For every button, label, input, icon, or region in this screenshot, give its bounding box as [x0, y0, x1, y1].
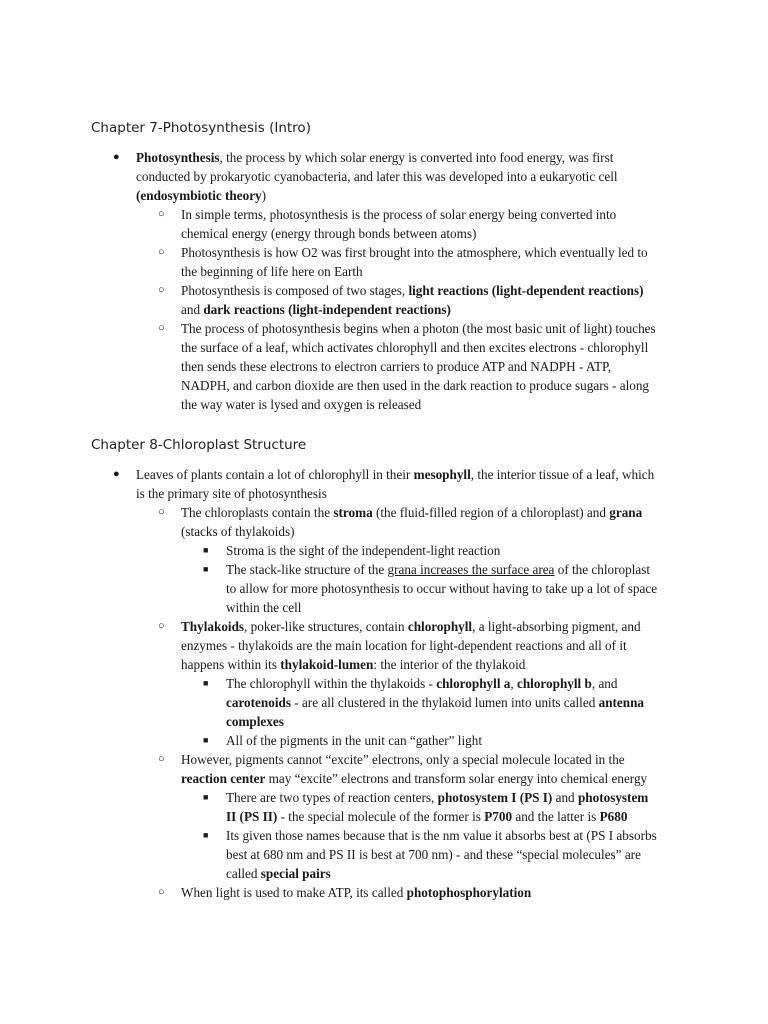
list-item-line	[181, 357, 611, 376]
list-item-line	[226, 674, 617, 693]
list-item-line	[226, 693, 644, 712]
hollow-circle-bullet-icon: ○	[158, 620, 165, 632]
list-item-line	[226, 579, 657, 598]
bold-term: chlorophyll a	[436, 676, 511, 691]
text-run: - are all clustered in the thylakoid lumen into units called	[290, 695, 599, 710]
text-run: Stroma is the sight of the independent-light reaction	[226, 543, 501, 558]
bold-term: Photosynthesis	[136, 150, 220, 165]
list-item-line	[226, 788, 648, 807]
hollow-circle-bullet-icon: ○	[158, 753, 165, 765]
text-run: the beginning of life here on Earth	[181, 264, 363, 279]
bold-term: grana	[609, 505, 643, 520]
list-item-line	[226, 826, 657, 845]
bold-term: II (PS II)	[226, 809, 278, 824]
text-run: , poker-like structures, contain	[244, 619, 408, 634]
text-run: The stack-like structure of the	[226, 562, 388, 577]
text-run: : the interior of the thylakoid	[373, 657, 526, 672]
bold-term: chlorophyll	[407, 619, 473, 634]
text-run: best at 680 nm and PS II is best at 700 nm) - and these “special molecules” are	[226, 847, 641, 862]
text-run: Its given those names because that is the nm value it absorbs best at (PS I absorbs	[226, 828, 657, 843]
text-run: - the special molecule of the former is	[277, 809, 485, 824]
list-item-line	[136, 148, 613, 167]
list-item-line	[181, 262, 363, 281]
text-run: happens within its	[181, 657, 281, 672]
text-run: and the latter is	[512, 809, 600, 824]
bold-term: Thylakoids	[181, 619, 245, 634]
text-run: called	[226, 866, 261, 881]
list-item-line	[136, 167, 618, 186]
list-item-line	[226, 864, 331, 883]
text-run: conducted by prokaryotic cyanobacteria, and later this was developed into a eukaryotic cell	[136, 169, 618, 184]
section-heading: Chapter 8-Chloroplast Structure	[91, 437, 307, 453]
list-item-line	[226, 845, 641, 864]
bold-term: carotenoids	[226, 695, 291, 710]
list-item-line	[226, 598, 301, 617]
list-item-line	[181, 636, 627, 655]
list-item-line	[226, 731, 482, 750]
hollow-circle-bullet-icon: ○	[158, 322, 165, 334]
bold-term: mesophyll	[413, 467, 471, 482]
text-run: to allow for more photosynthesis to occur without having to take up a lot of space	[226, 581, 658, 596]
text-run: Photosynthesis is composed of two stages,	[181, 283, 409, 298]
bold-term: complexes	[226, 714, 284, 729]
list-item-line	[181, 522, 295, 541]
text-run: and	[181, 302, 204, 317]
text-run: Photosynthesis is how O2 was first brought into the atmosphere, which eventually led to	[181, 245, 648, 260]
list-item-line	[226, 807, 627, 826]
underlined-text: grana increases the surface area	[387, 562, 555, 577]
bold-term: photosystem I (PS I)	[437, 790, 553, 805]
text-run: The chloroplasts contain the	[181, 505, 334, 520]
text-run: , the process by which solar energy is converted into food energy, was first	[219, 150, 614, 165]
text-run: ,	[510, 676, 517, 691]
text-run: and	[552, 790, 578, 805]
text-run: When light is used to make ATP, its called	[181, 885, 407, 900]
list-item-line	[181, 503, 642, 522]
list-item-line	[181, 338, 648, 357]
bold-term: photophosphorylation	[406, 885, 532, 900]
section-heading: Chapter 7-Photosynthesis (Intro)	[91, 120, 311, 136]
text-run: Leaves of plants contain a lot of chlorophyll in their	[136, 467, 414, 482]
text-run: may “excite” electrons and transform solar energy into chemical energy	[265, 771, 648, 786]
filled-square-bullet-icon: ■	[203, 735, 209, 745]
text-run: is the primary site of photosynthesis	[136, 486, 327, 501]
bold-term: antenna	[598, 695, 645, 710]
text-run: In simple terms, photosynthesis is the process of solar energy being converted into	[181, 207, 617, 222]
list-item-line	[136, 484, 327, 503]
filled-square-bullet-icon: ■	[203, 564, 209, 574]
bold-term: (endosymbiotic theory	[136, 188, 262, 203]
text-run: within the cell	[226, 600, 302, 615]
text-run: of the chloroplast	[554, 562, 651, 577]
list-item-line	[181, 617, 641, 636]
text-run: then sends these electrons to electron carriers to produce ATP and NADPH - ATP,	[181, 359, 612, 374]
list-item-line	[226, 541, 500, 560]
hollow-circle-bullet-icon: ○	[158, 246, 165, 258]
text-run: NADPH, and carbon dioxide are then used in the dark reaction to produce sugars - along	[181, 378, 650, 393]
text-run: enzymes - thylakoids are the main location for light-dependent reactions and all of it	[181, 638, 627, 653]
list-item-line	[226, 560, 650, 579]
text-run: There are two types of reaction centers,	[226, 790, 438, 805]
bold-term: chlorophyll b	[516, 676, 592, 691]
text-run: , a light-absorbing pigment, and	[472, 619, 641, 634]
hollow-circle-bullet-icon: ○	[158, 284, 165, 296]
filled-square-bullet-icon: ■	[203, 830, 209, 840]
filled-square-bullet-icon: ■	[203, 678, 209, 688]
list-item-line	[181, 655, 525, 674]
text-run: The process of photosynthesis begins when a photon (the most basic unit of light) touches	[181, 321, 656, 336]
bold-term: P680	[599, 809, 628, 824]
bold-term: thylakoid-lumen	[280, 657, 374, 672]
text-run: )	[261, 188, 267, 203]
text-run: the way water is lysed and oxygen is released	[181, 397, 422, 412]
hollow-circle-bullet-icon: ○	[158, 506, 165, 518]
filled-circle-bullet-icon: ●	[113, 468, 120, 480]
list-item-line	[181, 376, 649, 395]
list-item-line	[181, 883, 531, 902]
list-item-line	[181, 243, 648, 262]
list-item-line	[181, 769, 647, 788]
list-item-line	[226, 712, 284, 731]
list-item-line	[181, 750, 625, 769]
text-run: chemical energy (energy through bonds between atoms)	[181, 226, 477, 241]
bold-term: dark reactions (light-independent reactions)	[203, 302, 451, 317]
text-run: However, pigments cannot “excite” electrons, only a special molecule located in the	[181, 752, 625, 767]
text-run: All of the pigments in the unit can “gather” light	[226, 733, 482, 748]
text-run: (stacks of thylakoids)	[181, 524, 295, 539]
text-run: the surface of a leaf, which activates chlorophyll and then excites electrons - chlorophyll	[181, 340, 649, 355]
list-item-line	[136, 186, 266, 205]
list-item-line	[136, 465, 654, 484]
bold-term: reaction center	[181, 771, 266, 786]
bold-term: stroma	[333, 505, 373, 520]
text-run: , and	[591, 676, 618, 691]
bold-term: special pairs	[260, 866, 331, 881]
list-item-line	[181, 205, 616, 224]
list-item-line	[181, 395, 421, 414]
list-item-line	[181, 319, 656, 338]
bold-term: P700	[484, 809, 513, 824]
text-run: (the fluid-filled region of a chloroplast) and	[372, 505, 610, 520]
text-run: , the interior tissue of a leaf, which	[470, 467, 655, 482]
bold-term: photosystem	[577, 790, 649, 805]
list-item-line	[181, 300, 451, 319]
list-item-line	[181, 224, 476, 243]
bold-term: light reactions (light-dependent reactions)	[408, 283, 644, 298]
filled-square-bullet-icon: ■	[203, 545, 209, 555]
filled-square-bullet-icon: ■	[203, 792, 209, 802]
text-run: The chlorophyll within the thylakoids -	[226, 676, 437, 691]
hollow-circle-bullet-icon: ○	[158, 886, 165, 898]
list-item-line	[181, 281, 644, 300]
hollow-circle-bullet-icon: ○	[158, 208, 165, 220]
filled-circle-bullet-icon: ●	[113, 151, 120, 163]
